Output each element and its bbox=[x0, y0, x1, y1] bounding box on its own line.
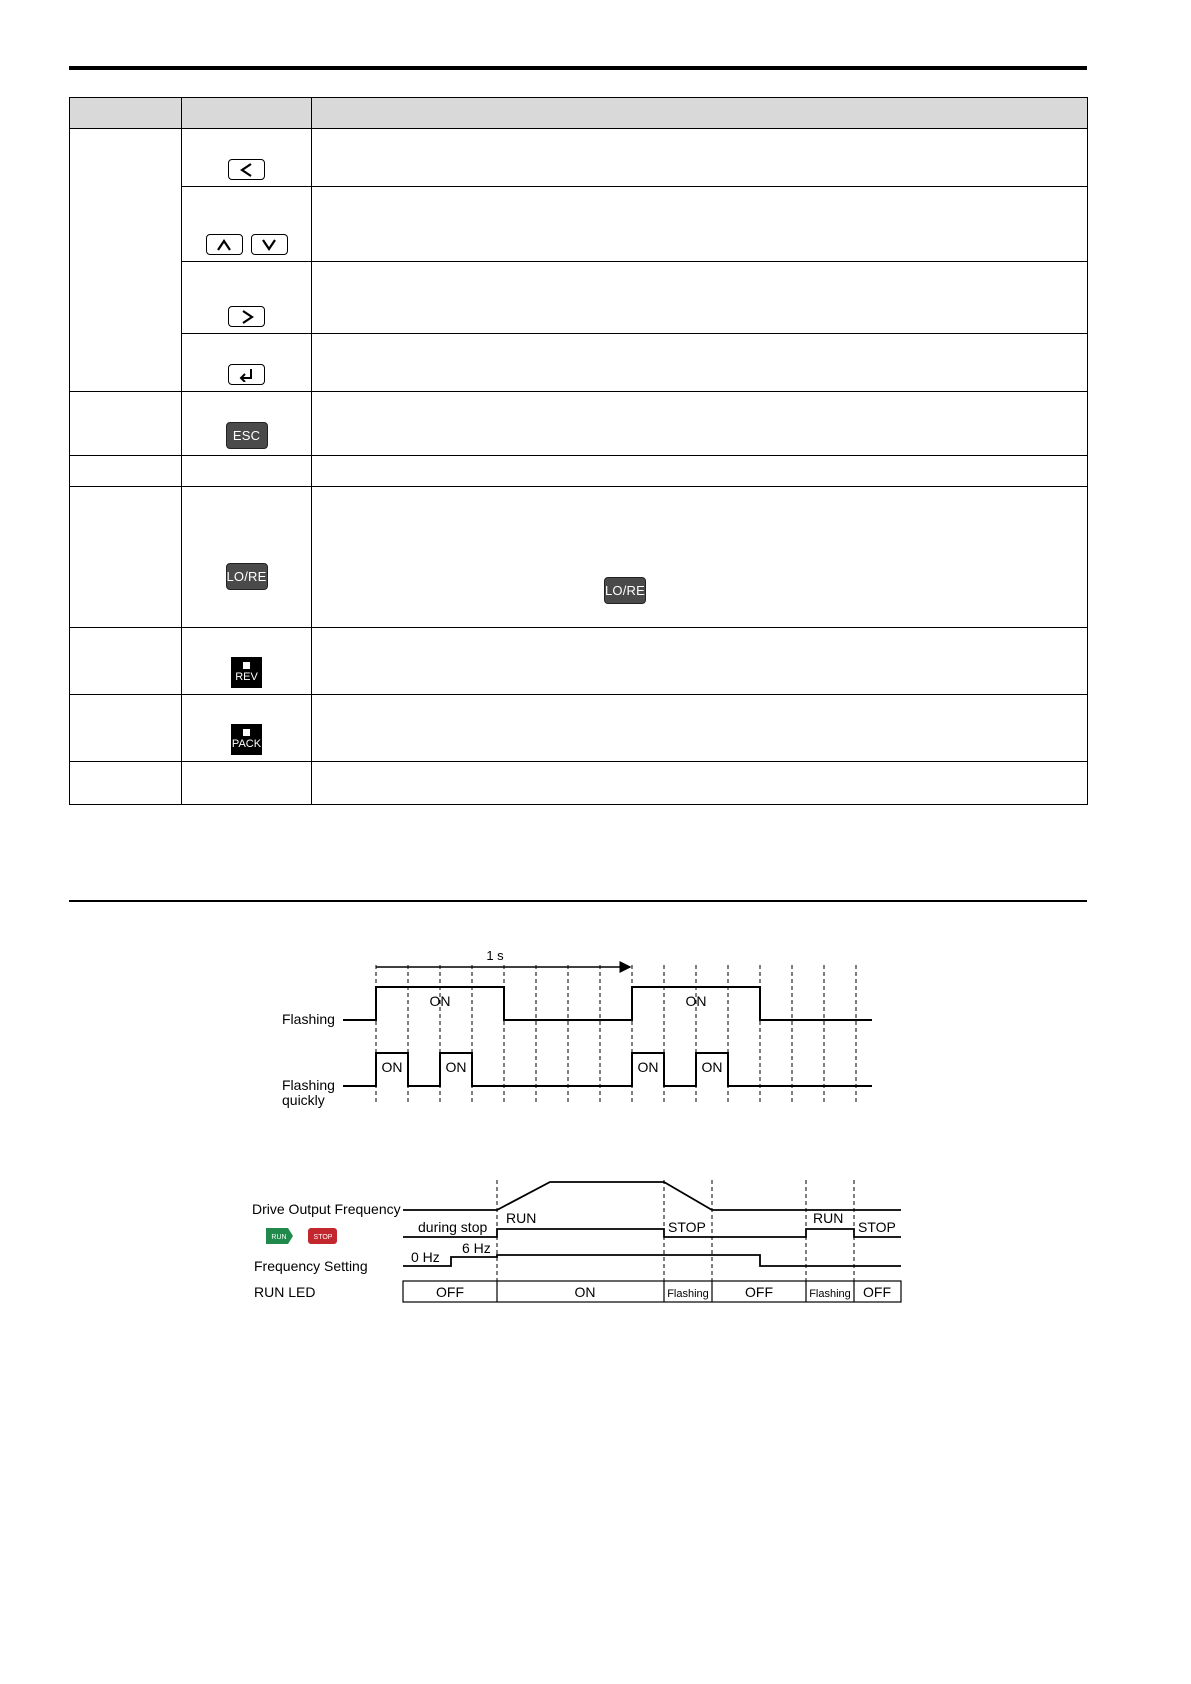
frequency-setting-label: Frequency Setting bbox=[254, 1258, 368, 1274]
led-state: Flashing bbox=[809, 1288, 851, 1300]
led-state: ON bbox=[574, 1284, 596, 1300]
rev-key-label: REV bbox=[235, 671, 258, 683]
led-state: OFF bbox=[745, 1284, 773, 1300]
led-state: OFF bbox=[863, 1284, 891, 1300]
run-key-label: RUN bbox=[271, 1234, 287, 1241]
six-hz-label: 6 Hz bbox=[462, 1240, 491, 1256]
esc-key-label: ESC bbox=[232, 428, 261, 443]
run-label-1: RUN bbox=[506, 1210, 537, 1226]
run-label-2: RUN bbox=[813, 1210, 844, 1226]
zero-hz-label: 0 Hz bbox=[411, 1249, 440, 1265]
frequency-setting-waveform bbox=[403, 1255, 901, 1266]
drive-output-waveform bbox=[403, 1182, 901, 1210]
flashing-quickly-label-1: Flashing bbox=[282, 1077, 335, 1093]
stop-key-icon bbox=[308, 1228, 337, 1244]
lo-re-key-label: LO/RE bbox=[226, 569, 267, 584]
on-label: ON bbox=[685, 993, 707, 1009]
event-grid bbox=[497, 1180, 854, 1300]
time-label: 1 s bbox=[486, 948, 504, 963]
run-led-state-bar bbox=[403, 1281, 901, 1302]
on-label: ON bbox=[445, 1059, 467, 1075]
run-led-label: RUN LED bbox=[254, 1284, 316, 1300]
on-label: ON bbox=[429, 993, 451, 1009]
on-label: ON bbox=[381, 1059, 403, 1075]
flashing-label: Flashing bbox=[282, 1011, 335, 1027]
on-label: ON bbox=[637, 1059, 659, 1075]
stop-label-1: STOP bbox=[668, 1219, 706, 1235]
lo-re-inline-label: LO/RE bbox=[605, 583, 646, 598]
drive-output-label: Drive Output Frequency bbox=[252, 1201, 401, 1217]
flashing-quickly-label-2: quickly bbox=[282, 1092, 325, 1108]
led-state: Flashing bbox=[667, 1288, 709, 1300]
stop-key-label: STOP bbox=[313, 1234, 333, 1241]
pack-key-label: PACK bbox=[231, 738, 262, 750]
stop-label-2: STOP bbox=[858, 1219, 896, 1235]
on-label: ON bbox=[701, 1059, 723, 1075]
led-state: OFF bbox=[436, 1284, 464, 1300]
run-key-icon bbox=[266, 1228, 293, 1244]
during-stop-label: during stop bbox=[418, 1219, 488, 1235]
